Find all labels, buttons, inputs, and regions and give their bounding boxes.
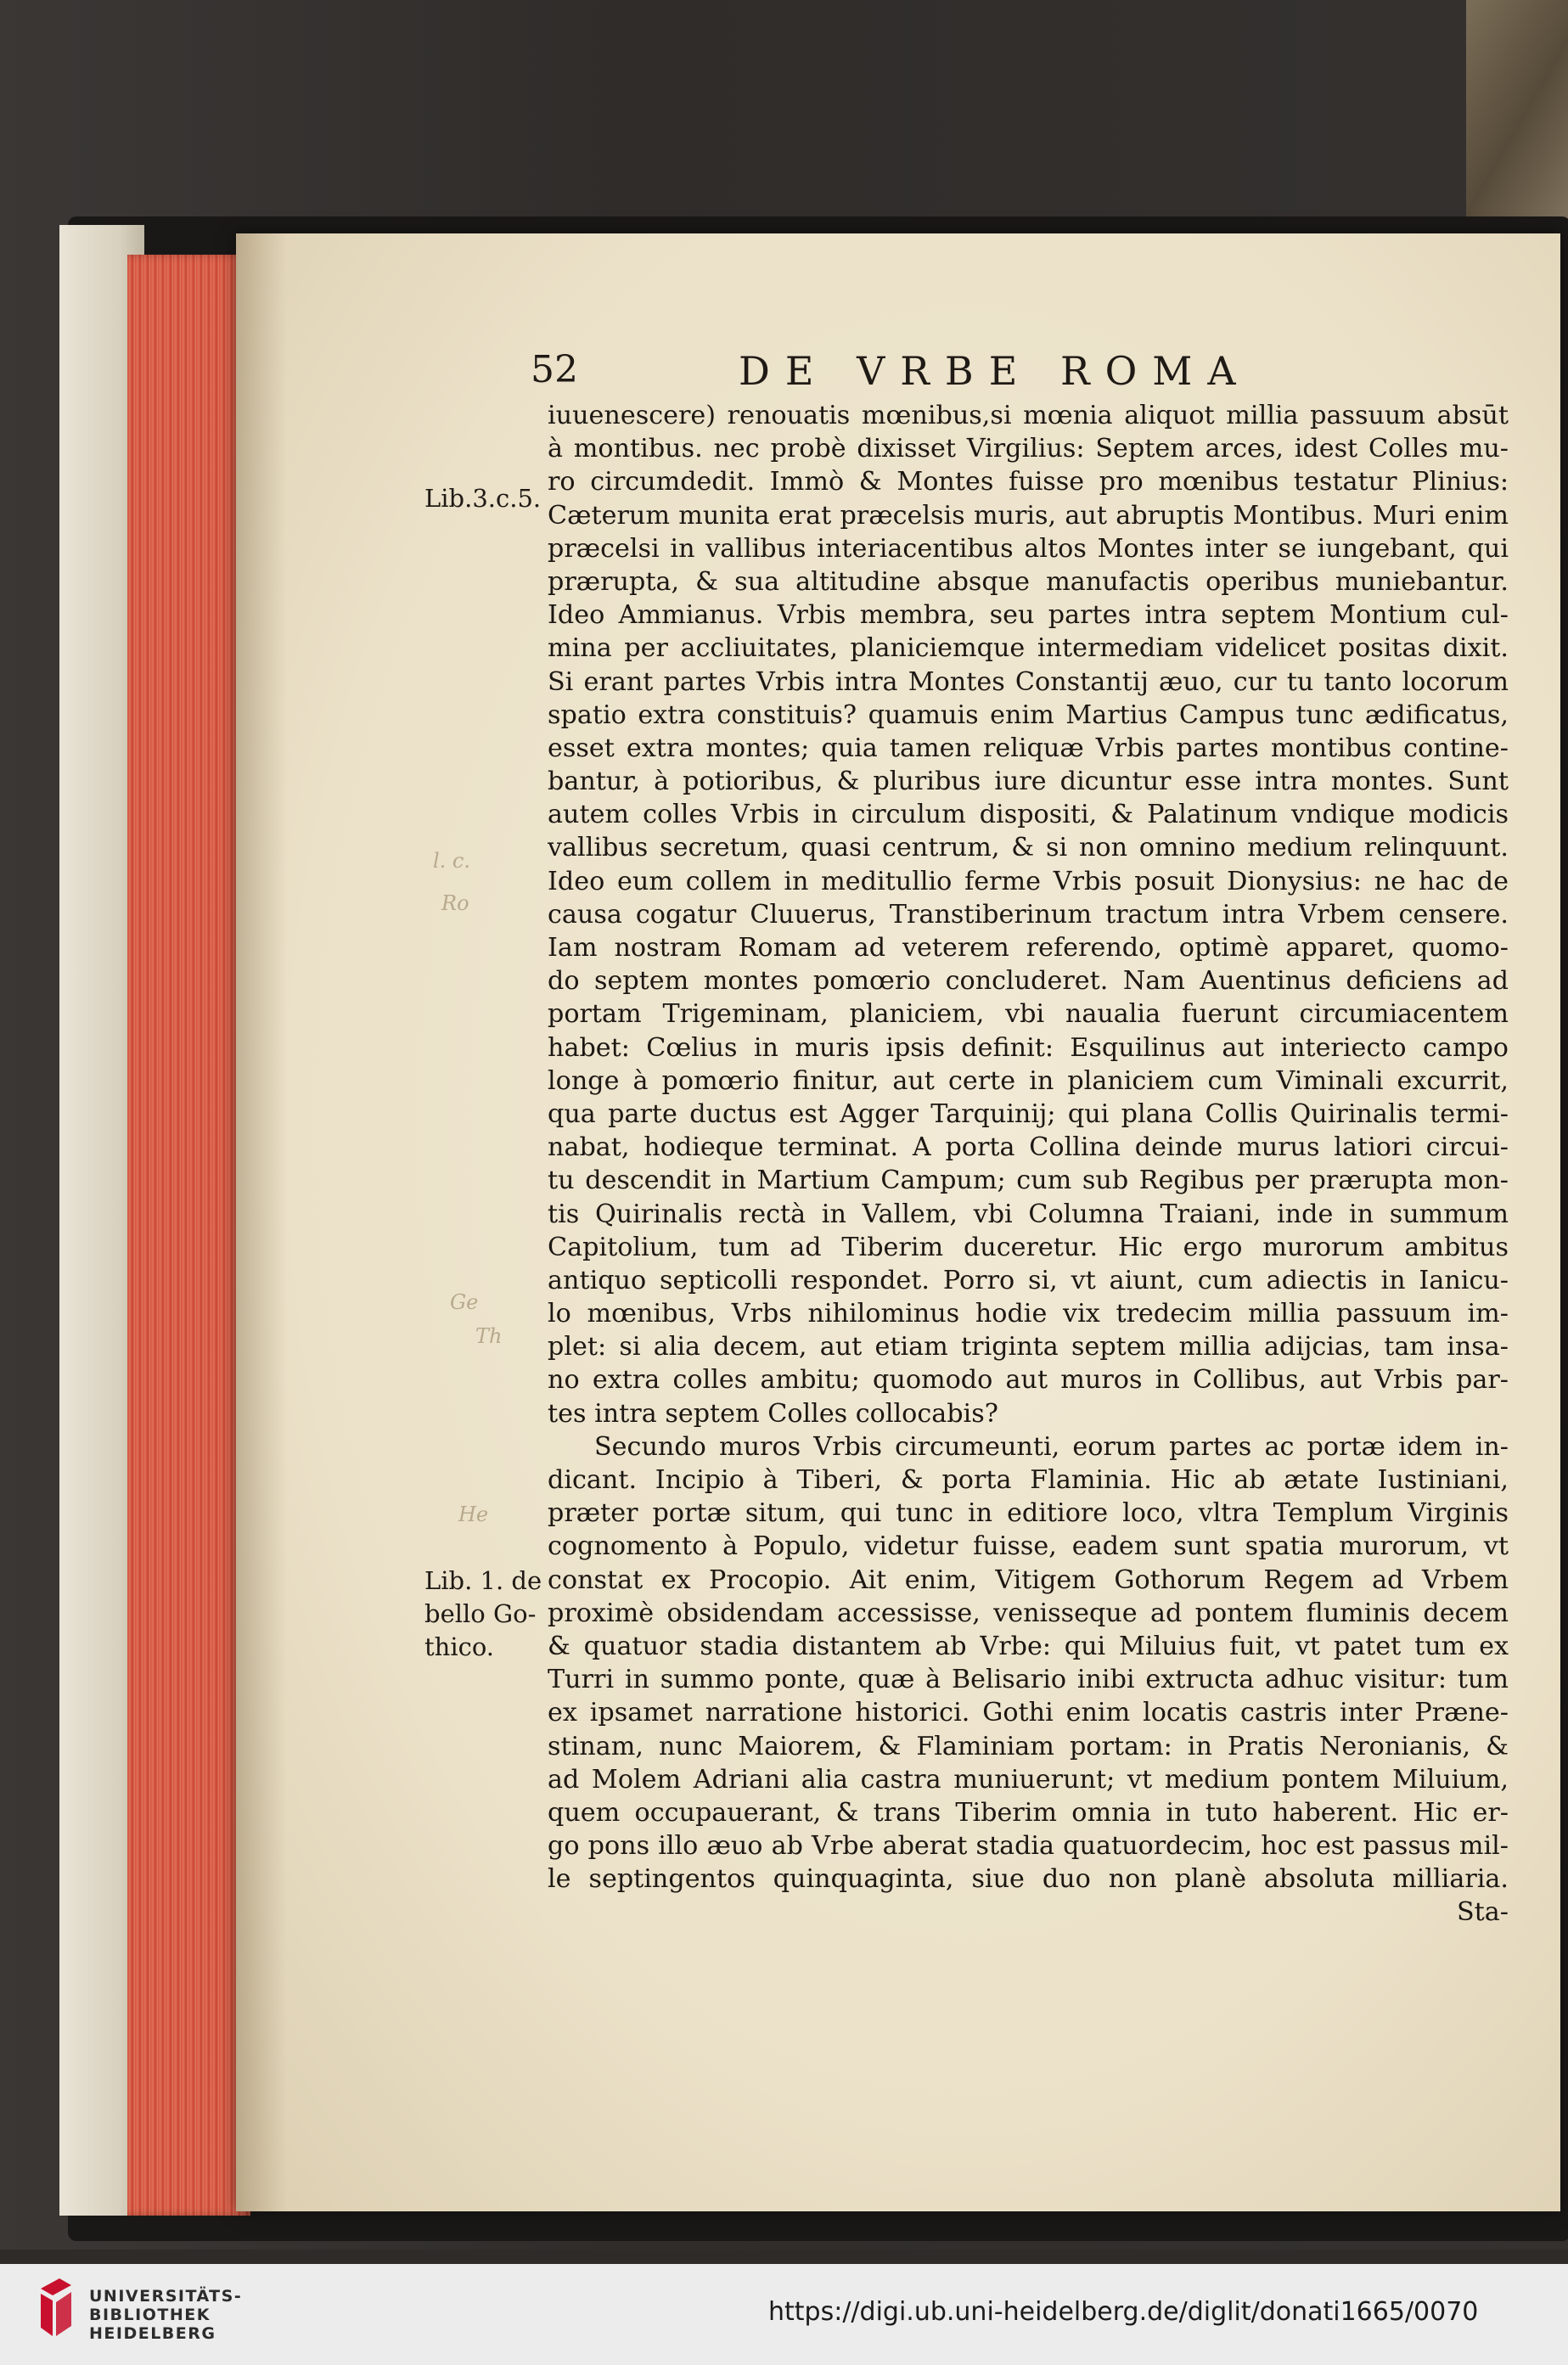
text-line: lo mœnibus, Vrbs nihilominus hodie vix tredecim millia passuum im- (548, 1299, 1509, 1329)
text-line: qua parte ductus est Agger Tarquinij; qui plana Collis Quirinalis termi- (548, 1098, 1509, 1129)
page-number: 52 (531, 348, 578, 391)
text-line: prærupta, & sua altitudine absque manufactis operibus muniebantur. (548, 566, 1509, 597)
text-line: nabat, hodieque terminat. A porta Collina deinde murus latiori circui- (548, 1132, 1509, 1163)
margin-note: Lib.3.c.5. (424, 484, 542, 513)
text-line: iuuenescere) renouatis mœnibus,si mœnia aliquot millia passuum absūt (548, 401, 1509, 430)
text-line: præcelsi in vallibus interiacentibus altos Montes inter se iungebant, qui (548, 533, 1509, 564)
text-line: Iam nostram Romam ad veterem referendo, optimè apparet, quomo- (548, 933, 1509, 963)
text-line: Capitolium, tum ad Tiberim duceretur. Hic ergo murorum ambitus (548, 1232, 1509, 1262)
running-head (531, 348, 1498, 399)
text-line: ad Molem Adriani alia castra muniuerunt; vt medium pontem Miluium, (548, 1764, 1509, 1795)
text-line: tu descendit in Martium Campum; cum sub Regibus per prærupta mon- (548, 1166, 1509, 1196)
text-line: autem colles Vrbis in circulum dispositi, & Palatinum vndique modicis (548, 800, 1509, 830)
text-line: esset extra montes; quia tamen reliquæ Vrbis partes montibus contine- (548, 733, 1509, 763)
text-line: cognomento à Populo, videtur fuisse, eadem sunt spatia murorum, vt (548, 1531, 1509, 1562)
text-line: præter portæ situm, qui tunc in editiore loco, vltra Templum Virginis (548, 1498, 1509, 1529)
text-line: à montibus. nec probè dixisset Virgilius: Septem arces, idest Colles mu- (548, 434, 1509, 464)
margin-note: bello Go- (424, 1599, 537, 1628)
text-line: Turri in summo ponte, quæ à Belisario inibi extructa adhuc visitur: tum (548, 1665, 1509, 1695)
text-line: habet: Cœlius in muris ipsis definit: Esquilinus aut interiecto campo (548, 1032, 1509, 1063)
running-title: DE VRBE ROMA (739, 348, 1251, 394)
text-line: Ideo Ammianus. Vrbis membra, seu partes intra septem Montium cul- (548, 600, 1509, 631)
text-line: quem occupauerant, & trans Tiberim omnia in tuto haberent. Hic er- (548, 1797, 1509, 1828)
text-line: causa cogatur Cluuerus, Transtiberinum tractum intra Vrbem censere. (548, 899, 1509, 930)
text-line: tis Quirinalis rectà in Vallem, vbi Columna Traiani, inde in summum (548, 1199, 1509, 1229)
text-line: plet: si alia decem, aut etiam triginta septem millia adijcias, tam insa- (548, 1332, 1509, 1362)
show-through-mark: Ro (441, 891, 469, 915)
text-line: ex ipsamet narratione historici. Gothi enim locatis castris inter Præne- (548, 1698, 1509, 1728)
show-through-mark: He (458, 1503, 489, 1526)
text-line: constat ex Procopio. Ait enim, Vitigem Gothorum Regem ad Vrbem (548, 1564, 1509, 1595)
text-line: Cæterum munita erat præcelsis muris, aut abruptis Montibus. Muri enim (548, 500, 1509, 531)
library-name-line3: HEIDELBERG (89, 2324, 216, 2343)
text-line: stinam, nunc Maiorem, & Flaminiam portam: in Pratis Neronianis, & (548, 1731, 1509, 1761)
page-gutter-shade (236, 233, 287, 2211)
text-line: tes intra septem Colles collocabis? (548, 1398, 998, 1429)
text-line: proximè obsidendam accessisse, venisseque ad pontem fluminis decem (548, 1598, 1509, 1628)
text-line: do septem montes pomœrio concluderet. Nam Auentinus deficiens ad (548, 966, 1509, 997)
show-through-mark: l. c. (433, 849, 471, 873)
show-through-mark: Th (475, 1324, 503, 1348)
text-line: Ideo eum collem in meditullio ferme Vrbis posuit Dionysius: ne hac de (548, 866, 1509, 896)
margin-note: Lib. 1. de (424, 1566, 542, 1595)
text-line: ro circumdedit. Immò & Montes fuisse pro mœnibus testatur Plinius: (548, 467, 1509, 497)
red-page-edges (127, 255, 250, 2216)
library-name-line1: UNIVERSITÄTS- (89, 2287, 243, 2306)
text-line: vallibus secretum, quasi centrum, & si non omnino medium relinquunt. (548, 833, 1509, 863)
permalink-url[interactable]: https://digi.ub.uni-heidelberg.de/diglit/donati1665/0070 (768, 2297, 1479, 2327)
library-name-line2: BIBLIOTHEK (89, 2306, 211, 2324)
text-line: go pons illo æuo ab Vrbe aberat stadia quatuordecim, hoc est passus mil- (548, 1831, 1509, 1862)
text-line: bantur, à potioribus, & pluribus iure dicuntur esse intra montes. Sunt (548, 767, 1509, 797)
text-line: spatio extra constituis? quamuis enim Martius Campus tunc ædificatus, (548, 699, 1509, 730)
body-text (548, 399, 1509, 1930)
margin-note: thico. (424, 1632, 495, 1661)
text-line: portam Trigeminam, planiciem, vbi naualia fuerunt circumiacentem (548, 999, 1509, 1030)
library-logo-icon (34, 2277, 78, 2350)
text-line: Secundo muros Vrbis circumeunti, eorum partes ac portæ idem in- (594, 1431, 1509, 1462)
text-line: le septingentos quinquaginta, siue duo non planè absoluta milliaria. (548, 1864, 1509, 1895)
text-line: mina per accliuitates, planiciemque intermediam videlicet positas dixit. (548, 633, 1509, 664)
text-line: longe à pomœrio finitur, aut certe in planiciem cum Viminali excurrit, (548, 1065, 1509, 1096)
text-line: Si erant partes Vrbis intra Montes Constantij æuo, cur tu tanto locorum (548, 666, 1509, 697)
text-line: & quatuor stadia distantem ab Vrbe: qui Miluius fuit, vt patet tum ex (548, 1631, 1509, 1661)
text-line: dicant. Incipio à Tiberi, & porta Flaminia. Hic ab ætate Iustiniani, (548, 1465, 1509, 1495)
text-line: no extra colles ambitu; quomodo aut muros in Collibus, aut Vrbis par- (548, 1365, 1509, 1396)
show-through-mark: Ge (450, 1290, 479, 1314)
catchword: Sta- (1456, 1897, 1509, 1928)
text-line: antiquo septicolli respondet. Porro si, vt aiunt, cum adiectis in Ianicu- (548, 1265, 1509, 1295)
